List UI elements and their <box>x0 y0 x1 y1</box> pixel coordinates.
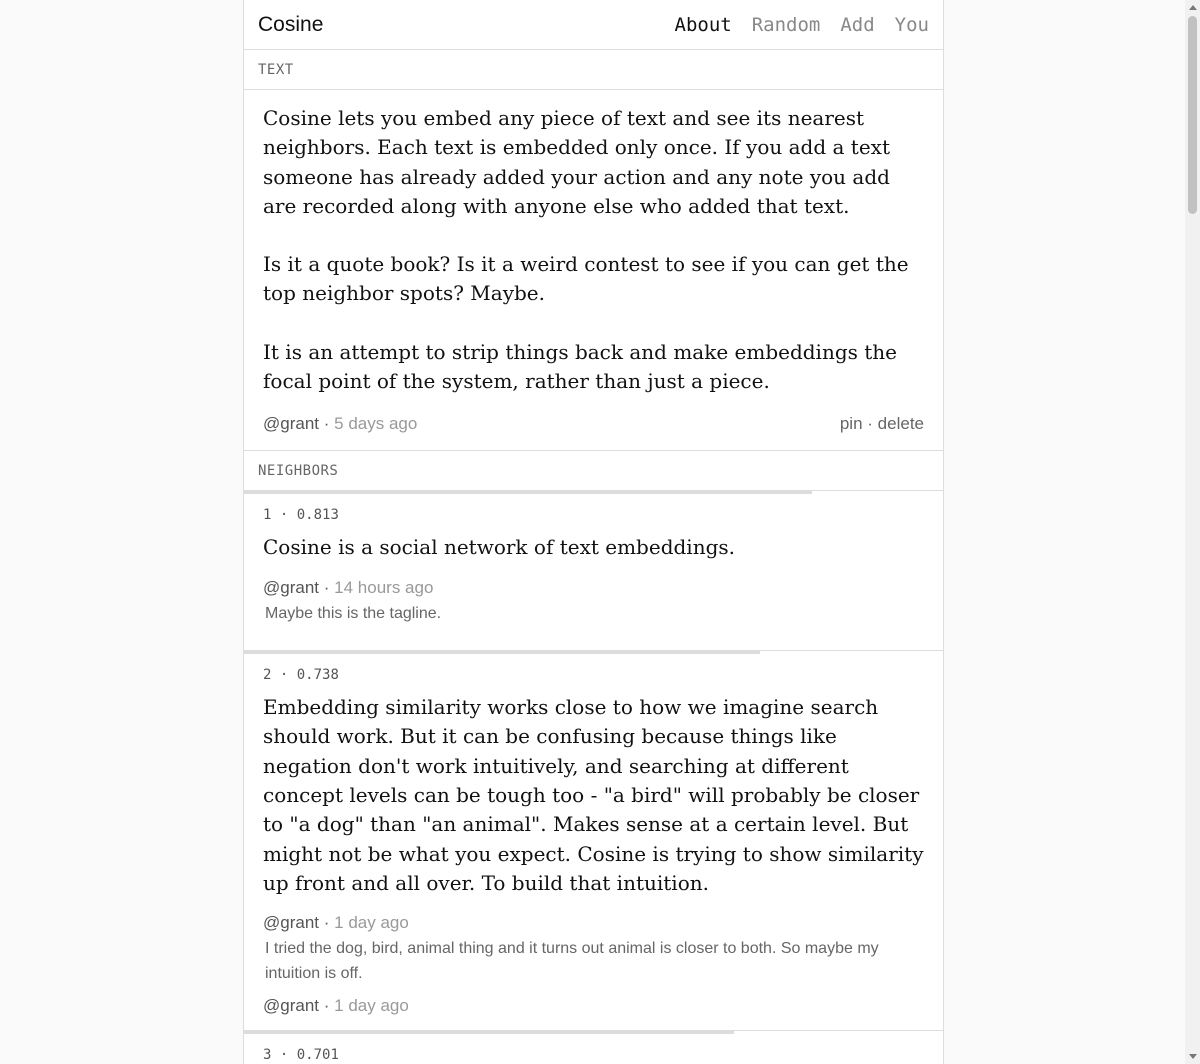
neighbor-rank: 3 <box>263 1047 272 1064</box>
meta-separator: · <box>323 414 330 434</box>
neighbor-score: 0.738 <box>296 667 339 684</box>
neighbor-rank-score <box>263 667 924 683</box>
main-text-paragraph: It is an attempt to strip things back and make embeddings the focal point of the system, rather than just a piece. <box>263 339 898 394</box>
neighbor-rank-score <box>263 1047 924 1063</box>
author-link[interactable]: @grant <box>263 577 320 597</box>
neighbor-text[interactable]: Cosine is a social network of text embeddings. <box>263 535 736 560</box>
timestamp: 14 hours ago <box>334 577 434 597</box>
neighbor-item[interactable] <box>244 1031 943 1064</box>
timestamp: 1 day ago <box>334 996 409 1016</box>
author-link[interactable]: @grant <box>263 996 320 1016</box>
similarity-bar <box>244 491 812 494</box>
neighbor-score: 0.701 <box>296 1047 339 1064</box>
similarity-bar <box>244 651 760 654</box>
neighbor-item[interactable] <box>244 491 943 651</box>
neighbors-section-heading: NEIGHBORS <box>244 451 943 491</box>
meta-separator: · <box>279 507 289 524</box>
top-nav-bar <box>244 0 943 50</box>
neighbor-item[interactable] <box>244 651 943 1031</box>
neighbor-entry-meta <box>263 996 924 1016</box>
scrollbar-thumb[interactable] <box>1188 16 1197 214</box>
nav-about[interactable]: About <box>674 13 732 36</box>
pin-button[interactable]: pin <box>839 414 863 434</box>
neighbor-entry-meta <box>263 913 924 933</box>
neighbor-rank-score <box>263 507 924 523</box>
main-text-paragraph: Is it a quote book? Is it a weird contest to see if you can get the top neighbor spots? Maybe. <box>263 252 909 306</box>
main-text-body <box>263 104 924 396</box>
neighbor-note: I tried the dog, bird, animal thing and it turns out animal is closer to both. So maybe my intuition is off. <box>265 940 879 982</box>
neighbor-rank: 1 <box>263 507 272 524</box>
neighbor-rank: 2 <box>263 667 272 684</box>
meta-separator: · <box>323 913 330 933</box>
nav-random[interactable]: Random <box>751 13 821 36</box>
timestamp: 1 day ago <box>334 913 409 933</box>
scroll-down-arrow-icon[interactable] <box>1189 1054 1197 1059</box>
neighbors-list <box>244 491 943 1064</box>
neighbor-score: 0.813 <box>296 507 339 524</box>
delete-button[interactable]: delete <box>877 414 924 434</box>
similarity-bar <box>244 1031 734 1034</box>
text-section-heading: TEXT <box>244 50 943 90</box>
main-text-meta <box>263 414 924 434</box>
timestamp: 5 days ago <box>334 414 418 434</box>
main-text-paragraph: Cosine lets you embed any piece of text and see its nearest neighbors. Each text is embedded only once. If you add a text someone has already added your action and any note you add are recorded along with anyone else who added that text. <box>263 106 890 218</box>
author-link[interactable]: @grant <box>263 414 320 434</box>
nav-you[interactable]: You <box>894 13 929 36</box>
neighbor-entry-meta <box>263 578 924 598</box>
scroll-up-arrow-icon[interactable] <box>1189 5 1197 10</box>
author-link[interactable]: @grant <box>263 913 320 933</box>
page-column <box>243 0 944 1064</box>
meta-separator: · <box>279 667 289 684</box>
meta-separator: · <box>279 1047 289 1064</box>
meta-separator: · <box>323 577 330 597</box>
main-text-card <box>244 90 943 451</box>
meta-separator: · <box>323 996 330 1016</box>
scrollbar[interactable] <box>1185 0 1200 1064</box>
meta-separator: · <box>867 414 873 434</box>
main-nav <box>675 14 930 36</box>
neighbor-text[interactable]: Embedding similarity works close to how we imagine search should work. But it can be confusing because things like negation don't work intuitively, and searching at different concept levels can be tough too - "a bird" will probably be closer to "a dog" than "an animal". Makes sense at a certain level. But might not be what you expect. Cosine is trying to show similarity up front and all over. To build that intuition. <box>263 695 924 895</box>
brand-logo[interactable]: Cosine <box>258 12 324 36</box>
neighbor-note: Maybe this is the tagline. <box>265 604 442 622</box>
nav-add[interactable]: Add <box>840 13 875 36</box>
